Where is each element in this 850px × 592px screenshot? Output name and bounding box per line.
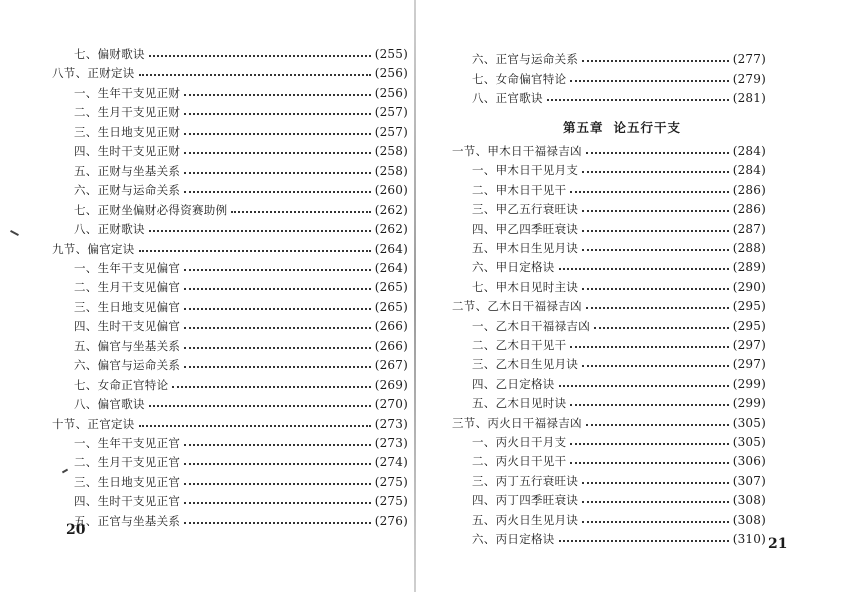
- toc-entry-page: (306): [732, 454, 766, 469]
- toc-entry: [472, 70, 766, 88]
- toc-leader-dots: [149, 55, 371, 57]
- toc-entry-title: 六、丙日定格诀: [472, 532, 555, 546]
- toc-entry-title: 一、丙火日干月支: [472, 435, 567, 449]
- toc-entry: [74, 434, 408, 452]
- toc-entry-title: 五、偏官与坐基关系: [74, 338, 181, 353]
- toc-entry-page: (275): [374, 494, 408, 509]
- toc-entry-title: 六、正官与运命关系: [472, 52, 579, 66]
- toc-entry-page: (255): [374, 47, 408, 61]
- right-page-number: 21: [768, 536, 788, 552]
- toc-section-entry: [452, 414, 766, 432]
- toc-entry: [74, 84, 408, 102]
- toc-entry-page: (257): [374, 124, 408, 139]
- toc-entry-page: (266): [374, 319, 408, 334]
- left-page-number: 20: [66, 522, 86, 538]
- chapter-title: 论五行干支: [613, 120, 682, 135]
- toc-entry: [74, 395, 408, 413]
- toc-entry-title: 四、丙丁四季旺衰诀: [472, 493, 579, 508]
- toc-entry-title: 一、生年干支见正财: [74, 85, 181, 100]
- toc-leader-dots: [149, 405, 371, 407]
- toc-section-entry: [452, 297, 766, 315]
- toc-entry-title: 二、丙火日干见干: [472, 454, 567, 469]
- toc-entry: [472, 200, 766, 218]
- toc-leader-dots: [184, 522, 371, 524]
- toc-entry-title: 二节、乙木日干福禄吉凶: [452, 299, 582, 314]
- toc-entry-title: 八节、正财定诀: [52, 66, 135, 81]
- toc-section-entry: [52, 240, 408, 258]
- toc-leader-dots: [559, 540, 729, 542]
- toc-leader-dots: [184, 172, 371, 174]
- toc-entry-page: (274): [374, 455, 408, 470]
- toc-entry-page: (262): [374, 202, 408, 217]
- toc-entry-page: (269): [374, 377, 408, 392]
- toc-leader-dots: [582, 365, 729, 367]
- toc-entry-title: 八、正财歌诀: [74, 222, 145, 237]
- toc-entry-title: 九节、偏官定诀: [52, 241, 135, 256]
- toc-entry-title: 一、生年干支见偏官: [74, 260, 181, 275]
- toc-entry-page: (281): [732, 91, 766, 105]
- toc-leader-dots: [586, 307, 729, 309]
- toc-entry-title: 五、正官与坐基关系: [74, 513, 181, 528]
- toc-leader-dots: [582, 210, 729, 212]
- toc-entry: [472, 375, 766, 393]
- toc-entry: [472, 161, 766, 179]
- toc-leader-dots: [184, 152, 371, 154]
- toc-entry-title: 五、正财与坐基关系: [74, 163, 181, 178]
- toc-leader-dots: [184, 191, 371, 193]
- toc-entry-page: (297): [732, 338, 766, 352]
- toc-entry-title: 四、生时干支见正官: [74, 494, 181, 509]
- toc-leader-dots: [582, 171, 729, 173]
- toc-leader-dots: [582, 249, 729, 251]
- toc-entry-page: (284): [732, 163, 766, 178]
- toc-entry-title: 五、乙木日见时诀: [472, 396, 567, 411]
- toc-section-entry: [52, 415, 408, 433]
- toc-entry: [472, 511, 766, 529]
- toc-entry: [472, 336, 766, 354]
- toc-entry-title: 七、女命偏官特论: [472, 71, 567, 86]
- toc-entry-page: (258): [374, 163, 408, 178]
- toc-entry: [472, 491, 766, 509]
- toc-entry: [472, 239, 766, 257]
- toc-entry: [74, 142, 408, 160]
- toc-entry-page: (308): [732, 493, 766, 508]
- toc-entry-page: (308): [732, 512, 766, 527]
- toc-entry-title: 二、乙木日干见干: [472, 338, 567, 352]
- toc-entry-title: 四、甲乙四季旺衰诀: [472, 221, 579, 236]
- toc-entry: [472, 433, 766, 451]
- toc-leader-dots: [570, 443, 728, 445]
- toc-leader-dots: [582, 521, 729, 523]
- toc-entry-title: 七、甲木日见时主诀: [472, 279, 579, 294]
- toc-leader-dots: [582, 482, 729, 484]
- toc-entry-title: 一、乙木日干福禄吉凶: [472, 318, 590, 333]
- toc-entry-page: (305): [732, 435, 766, 449]
- toc-leader-dots: [547, 99, 729, 101]
- toc-entry-page: (260): [374, 183, 408, 198]
- toc-entry-title: 三、丙丁五行衰旺诀: [472, 473, 579, 488]
- toc-leader-dots: [231, 211, 370, 213]
- toc-entry: [472, 89, 766, 107]
- toc-entry-title: 八、偏官歌诀: [74, 397, 145, 412]
- toc-entry: [472, 472, 766, 490]
- toc-entry-page: (264): [374, 260, 408, 275]
- toc-entry: [74, 298, 408, 316]
- toc-entry-page: (262): [374, 222, 408, 237]
- toc-leader-dots: [582, 230, 729, 232]
- toc-entry: [472, 278, 766, 296]
- toc-leader-dots: [149, 230, 371, 232]
- toc-leader-dots: [184, 327, 371, 329]
- toc-entry-page: (265): [374, 280, 408, 295]
- toc-entry-page: (286): [732, 182, 766, 197]
- chapter-heading: [563, 118, 681, 136]
- toc-leader-dots: [139, 250, 371, 252]
- toc-entry-page: (297): [732, 357, 766, 372]
- toc-entry-title: 五、丙火日生见月诀: [472, 512, 579, 527]
- toc-leader-dots: [586, 152, 729, 154]
- toc-entry-title: 二、生月干支见偏官: [74, 280, 181, 295]
- toc-entry-title: 三、生日地支见正财: [74, 124, 181, 139]
- toc-entry-page: (264): [374, 241, 408, 256]
- toc-entry-page: (290): [732, 279, 766, 294]
- toc-entry-page: (295): [732, 299, 766, 314]
- toc-leader-dots: [559, 385, 729, 387]
- toc-entry-title: 八、正官歌诀: [472, 91, 543, 105]
- left-page: [0, 0, 412, 592]
- toc-entry-page: (299): [732, 396, 766, 411]
- toc-entry: [74, 278, 408, 296]
- toc-entry-page: (267): [374, 358, 408, 373]
- toc-entry-page: (266): [374, 338, 408, 353]
- toc-entry: [74, 337, 408, 355]
- toc-leader-dots: [582, 288, 729, 290]
- toc-leader-dots: [594, 327, 729, 329]
- right-page: [418, 0, 850, 592]
- toc-entry-page: (265): [374, 299, 408, 314]
- toc-entry-title: 十节、正官定诀: [52, 416, 135, 431]
- toc-leader-dots: [570, 191, 728, 193]
- toc-leader-dots: [184, 366, 371, 368]
- toc-entry: [472, 394, 766, 412]
- toc-entry: [74, 356, 408, 374]
- toc-leader-dots: [184, 463, 371, 465]
- toc-entry-page: (256): [374, 85, 408, 100]
- toc-entry-page: (305): [732, 415, 766, 430]
- toc-entry-title: 三节、丙火日干福禄吉凶: [452, 415, 582, 430]
- toc-entry: [74, 376, 408, 394]
- toc-entry-title: 三、乙木日生见月诀: [472, 357, 579, 372]
- toc-leader-dots: [586, 424, 729, 426]
- toc-entry: [74, 220, 408, 238]
- toc-entry-page: (284): [732, 144, 766, 158]
- toc-entry-title: 二、生月干支见正财: [74, 105, 181, 120]
- toc-entry-page: (295): [732, 318, 766, 333]
- toc-entry-title: 六、甲日定格诀: [472, 260, 555, 275]
- toc-entry-title: 七、偏财歌诀: [74, 47, 145, 61]
- toc-leader-dots: [184, 133, 371, 135]
- toc-entry: [472, 258, 766, 276]
- toc-entry-title: 三、生日地支见正官: [74, 474, 181, 489]
- toc-entry: [472, 530, 766, 548]
- toc-entry-page: (286): [732, 202, 766, 217]
- toc-entry-title: 一节、甲木日干福禄吉凶: [452, 144, 582, 158]
- toc-leader-dots: [184, 288, 371, 290]
- toc-entry: [472, 181, 766, 199]
- toc-entry-page: (289): [732, 260, 766, 275]
- toc-entry: [74, 473, 408, 491]
- toc-entry: [472, 452, 766, 470]
- toc-entry-page: (257): [374, 105, 408, 120]
- toc-entry-page: (307): [732, 473, 766, 488]
- toc-entry: [74, 162, 408, 180]
- toc-entry-page: (310): [732, 532, 766, 546]
- toc-entry-page: (256): [374, 66, 408, 81]
- toc-entry-page: (276): [374, 513, 408, 528]
- toc-entry-page: (288): [732, 241, 766, 255]
- toc-entry-title: 四、乙日定格诀: [472, 376, 555, 391]
- toc-entry: [74, 103, 408, 121]
- toc-entry-page: (277): [732, 52, 766, 66]
- toc-entry: [472, 220, 766, 238]
- toc-entry: [472, 317, 766, 335]
- toc-leader-dots: [570, 80, 728, 82]
- toc-entry: [74, 45, 408, 63]
- toc-leader-dots: [570, 346, 728, 348]
- toc-entry-title: 三、甲乙五行衰旺诀: [472, 202, 579, 217]
- toc-leader-dots: [184, 483, 371, 485]
- toc-entry: [74, 259, 408, 277]
- toc-leader-dots: [570, 462, 728, 464]
- toc-entry: [472, 50, 766, 68]
- toc-entry-page: (275): [374, 474, 408, 489]
- toc-entry-page: (299): [732, 376, 766, 391]
- toc-leader-dots: [582, 501, 729, 503]
- toc-leader-dots: [172, 386, 370, 388]
- toc-leader-dots: [184, 502, 371, 504]
- toc-entry-title: 二、甲木日干见干: [472, 182, 567, 197]
- toc-section-entry: [52, 64, 408, 82]
- toc-leader-dots: [184, 444, 371, 446]
- toc-entry: [74, 512, 408, 530]
- toc-entry-title: 七、女命正官特论: [74, 377, 169, 392]
- toc-entry-page: (287): [732, 221, 766, 236]
- toc-entry-title: 一、生年干支见正官: [74, 436, 181, 450]
- toc-entry-title: 四、生时干支见正财: [74, 144, 181, 159]
- toc-leader-dots: [184, 308, 371, 310]
- toc-entry-title: 五、甲木日生见月诀: [472, 241, 579, 255]
- toc-leader-dots: [559, 268, 729, 270]
- toc-entry-title: 二、生月干支见正官: [74, 455, 181, 470]
- toc-entry: [74, 201, 408, 219]
- toc-section-entry: [452, 142, 766, 160]
- toc-entry-title: 六、偏官与运命关系: [74, 358, 181, 373]
- toc-entry-page: (258): [374, 144, 408, 159]
- toc-entry-title: 七、正财坐偏财必得资赛助例: [74, 202, 228, 217]
- toc-entry: [74, 123, 408, 141]
- toc-leader-dots: [184, 269, 371, 271]
- toc-entry-title: 六、正财与运命关系: [74, 183, 181, 198]
- book-gutter: [414, 0, 416, 592]
- toc-leader-dots: [184, 113, 371, 115]
- toc-entry-page: (273): [374, 416, 408, 431]
- toc-entry-title: 一、甲木日干见月支: [472, 163, 579, 178]
- toc-leader-dots: [139, 425, 371, 427]
- toc-entry: [74, 317, 408, 335]
- toc-leader-dots: [184, 94, 371, 96]
- toc-entry-page: (279): [732, 71, 766, 86]
- toc-entry: [74, 181, 408, 199]
- toc-leader-dots: [184, 347, 371, 349]
- toc-entry: [74, 453, 408, 471]
- toc-entry-title: 四、生时干支见偏官: [74, 319, 181, 334]
- toc-entry: [472, 355, 766, 373]
- toc-leader-dots: [139, 74, 371, 76]
- chapter-label: 第五章: [563, 120, 604, 135]
- toc-entry-page: (273): [374, 436, 408, 450]
- toc-leader-dots: [570, 404, 728, 406]
- toc-entry-title: 三、生日地支见偏官: [74, 299, 181, 314]
- toc-entry: [74, 492, 408, 510]
- toc-entry-page: (270): [374, 397, 408, 412]
- toc-leader-dots: [582, 60, 729, 62]
